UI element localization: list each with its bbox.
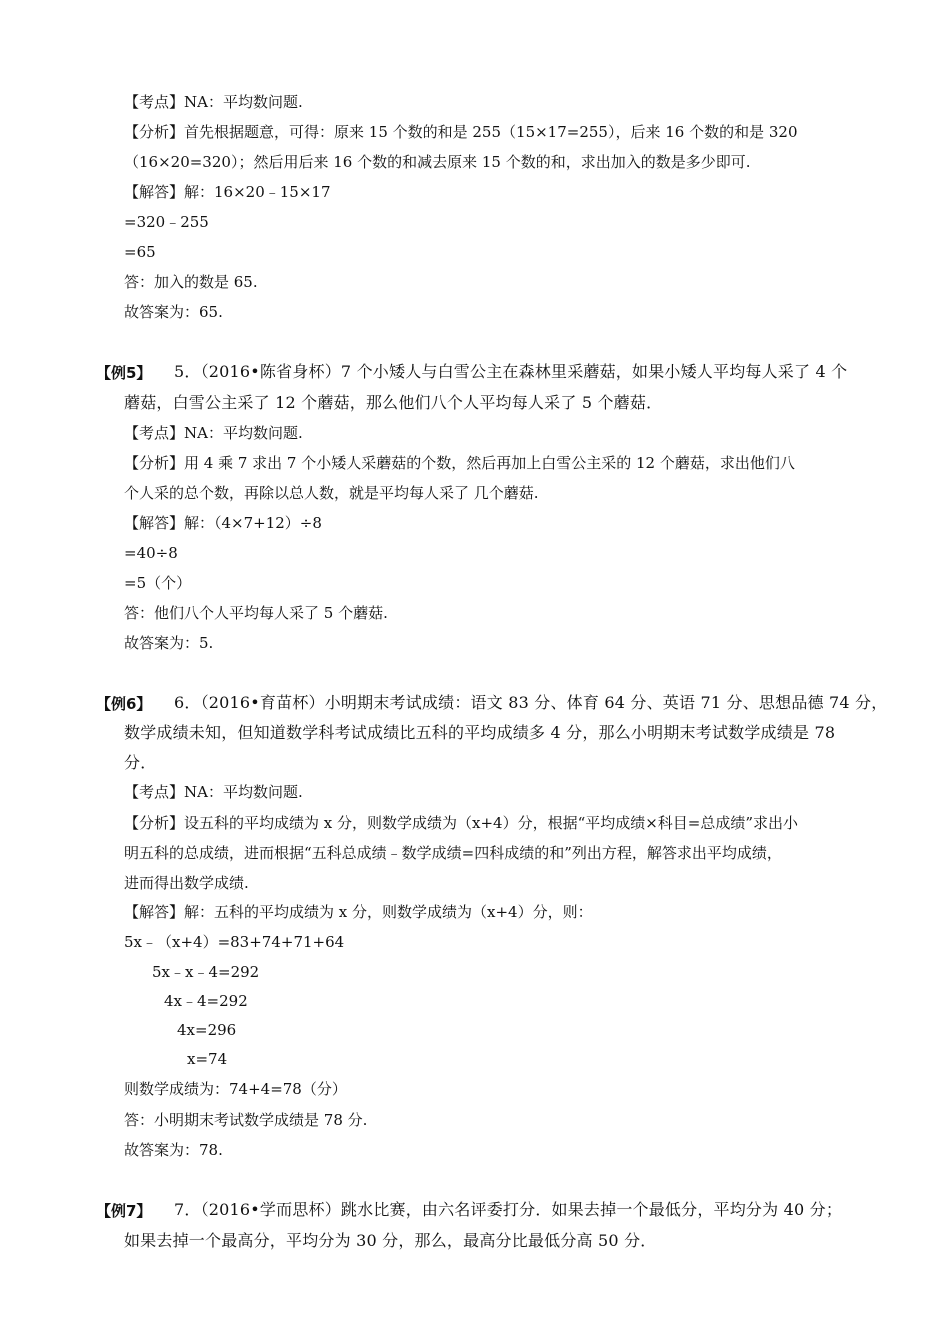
step-line: =65 [124,243,156,261]
example-tag: 【例6】 [96,695,152,713]
question-line: 如果去掉一个最高分，平均分为 30 分，那么，最高分比最低分高 50 分． [124,1231,657,1250]
fenxi-line: 【分析】首先根据题意，可得：原来 15 个数的和是 255（15×17=255），后来 16 个数的和是 320 [124,123,798,141]
step-line: =40÷8 [124,544,178,562]
fenxi-line: 【分析】设五科的平均成绩为 x 分，则数学成绩为（x+4）分，根据“平均成绩×科目=总成绩”求出小 [124,814,799,832]
fenxi-line: 【分析】用 4 乘 7 求出 7 个小矮人采蘑菇的个数，然后再加上白雪公主采的 12 个蘑菇，求出他们八 [124,454,795,472]
equation-line: x=74 [187,1050,228,1068]
equation-line: 4x=296 [177,1021,237,1039]
kaodian-line: 【考点】NA：平均数问题. [124,424,303,442]
fenxi-line: （16×20=320）；然后用后来 16 个数的和减去原来 15 个数的和，求出加入的数是多少即可. [124,153,751,171]
kaodian-line: 【考点】NA：平均数问题. [124,93,303,111]
equation-line: 5x﹣x﹣4=292 [152,963,260,981]
final-answer-line: 故答案为：65. [124,303,223,321]
kaodian-line: 【考点】NA：平均数问题. [124,783,303,801]
example-tag: 【例5】 [96,364,152,382]
fenxi-line: 明五科的总成绩，进而根据“五科总成绩﹣数学成绩=四科成绩的和”列出方程，解答求出平均成绩， [124,844,782,862]
final-answer-line: 故答案为：5. [124,634,214,652]
question-line: 6．（2016•育苗杯）小明期末考试成绩：语文 83 分、体育 64 分、英语 71 分、思想品德 74 分， [174,693,888,712]
answer-line: 答：他们八个人平均每人采了 5 个蘑菇. [124,604,388,622]
question-line: 蘑菇，白雪公主采了 12 个蘑菇，那么他们八个人平均每人采了 5 个蘑菇． [124,393,663,412]
jieda-line: 【解答】解：（4×7+12）÷8 [124,514,322,532]
math-result-line: 则数学成绩为：74+4=78（分） [124,1080,347,1098]
jieda-line: 【解答】解：16×20﹣15×17 [124,183,331,201]
step-line: =5（个） [124,574,192,592]
answer-line: 答：加入的数是 65. [124,273,258,291]
question-line: 5．（2016•陈省身杯）7 个小矮人与白雪公主在森林里采蘑菇，如果小矮人平均每人采了 4 个 [174,362,848,381]
equation-line: 4x﹣4=292 [164,992,248,1010]
question-line: 数学成绩未知，但知道数学科考试成绩比五科的平均成绩多 4 分，那么小明期末考试数学成绩是 78 [124,723,836,742]
jieda-line: 【解答】解：五科的平均成绩为 x 分，则数学成绩为（x+4）分，则： [124,903,593,921]
answer-line: 答：小明期末考试数学成绩是 78 分. [124,1111,368,1129]
step-line: =320﹣255 [124,213,209,231]
example-tag: 【例7】 [96,1202,152,1220]
question-line: 7．（2016•学而思杯）跳水比赛，由六名评委打分．如果去掉一个最低分，平均分为 40 分； [174,1200,843,1219]
question-line: 分． [124,753,157,772]
fenxi-line: 个人采的总个数，再除以总人数，就是平均每人采了 几个蘑菇. [124,484,539,502]
equation-line: 5x﹣（x+4）=83+74+71+64 [124,933,345,951]
fenxi-line: 进而得出数学成绩. [124,874,249,892]
final-answer-line: 故答案为：78. [124,1141,223,1159]
